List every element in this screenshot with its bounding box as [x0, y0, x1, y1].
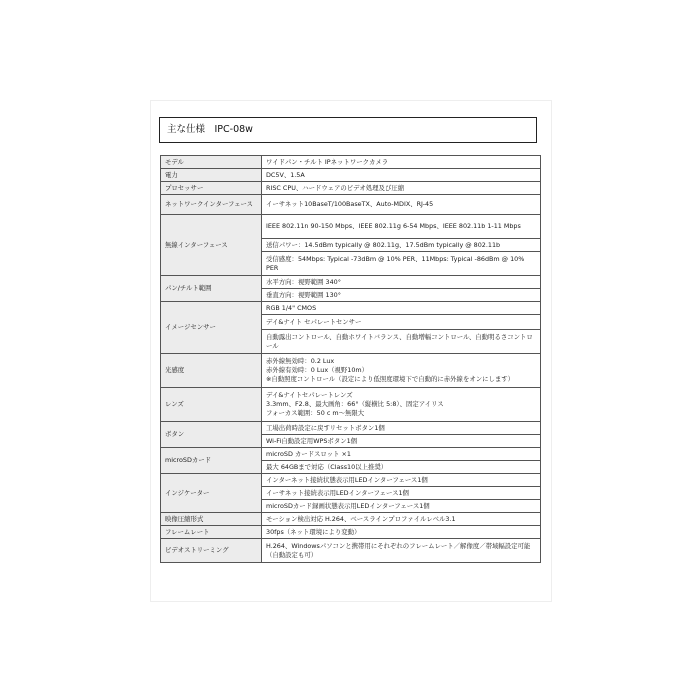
spec-value: microSD カードスロット ×1: [262, 448, 541, 461]
spec-value: microSDカード録画状態表示用LEDインターフェース1個: [262, 500, 541, 513]
spec-value: Wi-Fi自動設定用WPSボタン1個: [262, 435, 541, 448]
spec-value: 最大 64GBまで対応（Class10以上推奨）: [262, 461, 541, 474]
spec-value: RISC CPU、ハードウェアのビデオ処理及び圧縮: [262, 182, 541, 195]
spec-value: 自動露出コントロール、自動ホワイトバランス、自動増幅コントロール、自動明るさコントロール: [262, 330, 541, 354]
spec-row: [161, 182, 541, 195]
spec-row: [161, 388, 541, 422]
spec-row: [161, 354, 541, 388]
spec-value: RGB 1/4" CMOS: [262, 302, 541, 315]
spec-label: 無線インターフェース: [161, 215, 262, 276]
spec-value: デイ&ナイト セパレートセンサー: [262, 315, 541, 330]
spec-value: 工場出荷時設定に戻すリセットボタン1個: [262, 422, 541, 435]
spec-value: 受信感度：54Mbps: Typical -73dBm @ 10% PER、11Mbps: Typical -86dBm @ 10% PER: [262, 252, 541, 276]
spec-table: [160, 155, 541, 563]
spec-label: レンズ: [161, 388, 262, 422]
spec-label: 映像圧縮形式: [161, 513, 262, 526]
spec-label: ボタン: [161, 422, 262, 448]
spec-label: ネットワークインターフェース: [161, 195, 262, 215]
spec-label: イメージセンサー: [161, 302, 262, 354]
spec-row: [161, 539, 541, 563]
spec-value: イーサネット10BaseT/100BaseTX、Auto-MDIX、RJ-45: [262, 195, 541, 215]
spec-value: デイ&ナイトセパレートレンズ 3.3mm、F2.8、最大画角：66°（縦横比 5:8）、固定アイリス フォーカス範囲：50 c m～無限大: [262, 388, 541, 422]
spec-row: [161, 474, 541, 487]
spec-row: [161, 156, 541, 169]
spec-row: [161, 276, 541, 289]
spec-row: [161, 169, 541, 182]
spec-label: 電力: [161, 169, 262, 182]
spec-label: モデル: [161, 156, 262, 169]
spec-label: microSDカード: [161, 448, 262, 474]
spec-value: 垂直方向：視野範囲 130°: [262, 289, 541, 302]
spec-row: [161, 513, 541, 526]
spec-label: フレームレート: [161, 526, 262, 539]
spec-value: IEEE 802.11n 90-150 Mbps、IEEE 802.11g 6-54 Mbps、IEEE 802.11b 1-11 Mbps: [262, 215, 541, 239]
spec-value: イーサネット接続表示用LEDインターフェース1個: [262, 487, 541, 500]
spec-value: インターネット接続状態表示用LEDインターフェース1個: [262, 474, 541, 487]
spec-value: 赤外線無効時：0.2 Lux 赤外線有効時：0 Lux（視野10m） ※自動照度コントロール（設定により低照度環境下で自動的に赤外線をオンにします）: [262, 354, 541, 388]
spec-row: [161, 215, 541, 239]
spec-value: 30fps（ネット環境により変動）: [262, 526, 541, 539]
spec-value: ワイドパン・チルト IPネットワークカメラ: [262, 156, 541, 169]
spec-value: 送信パワー：14.5dBm typically @ 802.11g、17.5dBm typically @ 802.11b: [262, 239, 541, 252]
spec-row: [161, 302, 541, 315]
spec-title: 主な仕様 IPC-08w: [159, 117, 537, 143]
spec-row: [161, 526, 541, 539]
spec-label: 光感度: [161, 354, 262, 388]
spec-label: インジケーター: [161, 474, 262, 513]
spec-value: 水平方向：視野範囲 340°: [262, 276, 541, 289]
spec-value: H.264、Windowsパソコンと携帯用にそれぞれのフレームレート／解像度／帯域幅設定可能（自動設定も可）: [262, 539, 541, 563]
spec-label: プロセッサー: [161, 182, 262, 195]
spec-label: ビデオストリーミング: [161, 539, 262, 563]
spec-row: [161, 448, 541, 461]
spec-value: DC5V、1.5A: [262, 169, 541, 182]
spec-label: パン/チルト範囲: [161, 276, 262, 302]
spec-row: [161, 422, 541, 435]
spec-row: [161, 195, 541, 215]
spec-value: モーション検出対応 H.264、ベースラインプロファイルレベル3.1: [262, 513, 541, 526]
